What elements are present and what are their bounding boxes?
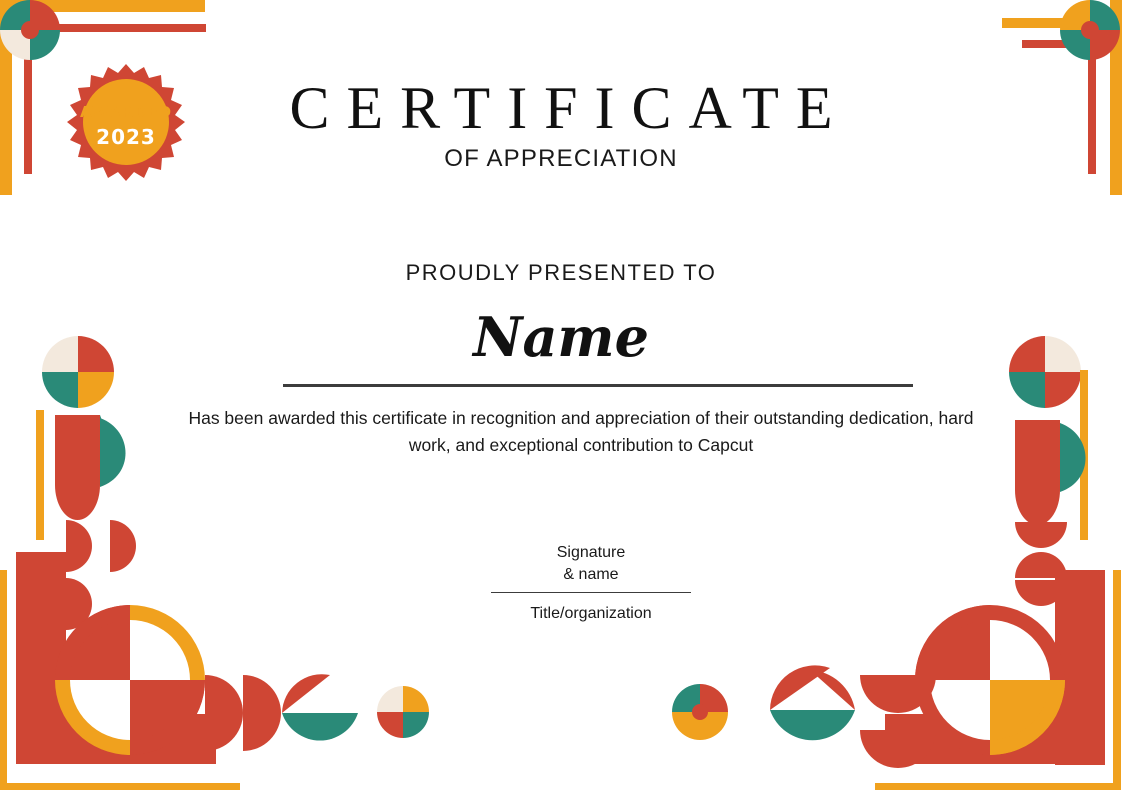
signature-title: Title/organization	[530, 605, 652, 622]
presented-to-label: PROUDLY PRESENTED TO	[405, 260, 717, 285]
citation-text: Has been awarded this certificate in recognition and appreciation of their outstanding dedication, hard work, and exceptional contribution to Capcut	[188, 408, 974, 456]
recipient-name: Name	[473, 305, 649, 369]
signature-name: Signature & name	[556, 544, 626, 583]
recipient-underline	[283, 384, 913, 387]
badge-top-label: AWARDED	[79, 103, 173, 121]
page-title: CERTIFICATE	[289, 75, 850, 141]
badge-year: 2023	[96, 125, 156, 149]
corner-decoration-bottom-left	[0, 330, 460, 793]
page-subtitle: OF APPRECIATION	[444, 145, 678, 172]
signature-underline	[491, 592, 691, 593]
